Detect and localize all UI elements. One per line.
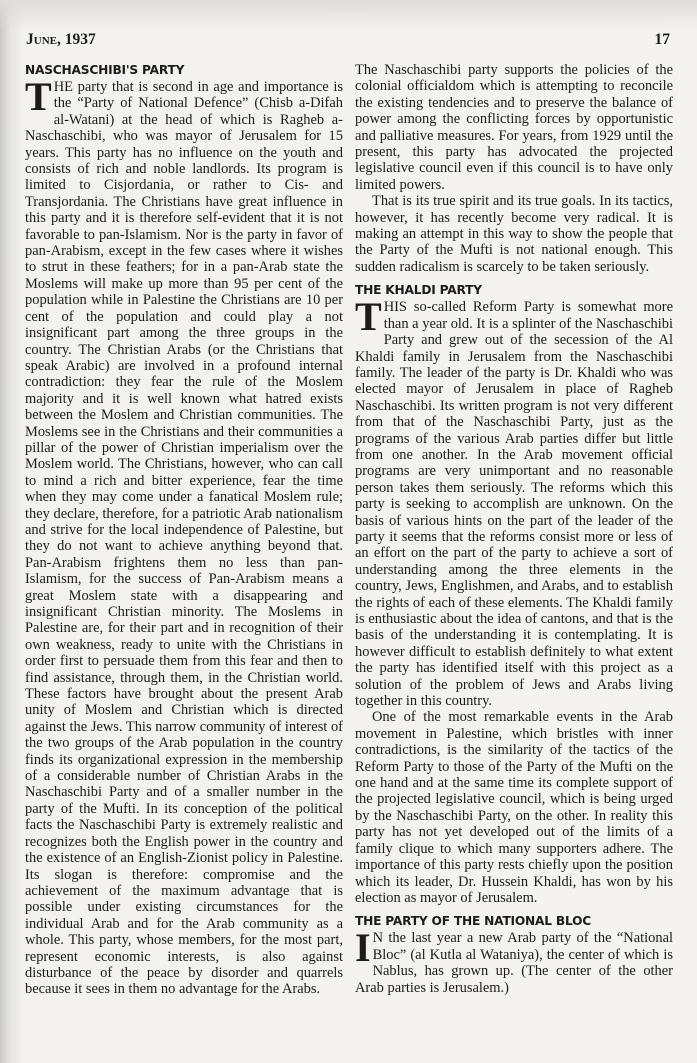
section-heading-national-bloc: THE PARTY OF THE NATIONAL BLOC	[355, 914, 592, 929]
paragraph-text: HE party that is second in age and importance is the “Party of National Defence” (Chisb a-Difah al-Watani) at the head of which is Ragheb a-Naschaschibi, who was mayor of Jerusalem for 15 years. This party has no influence on the youth and consists of rich and noble landlords. Its program is limited to Cisjordania, or rather to Cis- and Transjordania. The Christians have great influence in this party and it is therefore self-evident that it is not favorable to pan-Islamism. Nor is the party in favor of pan-Arabism, except in the few cases where it wishes to strut in these feathers; for in a pan-Arab state the Moslems will make up more than 95 per cent of the population while in Palestine the Christians are 10 per cent of the population and could play a not insignificant part among the three groups in the country. The Christian Arabs (or the Christians that speak Arabic) are involved in a profound internal contradiction: they fear the rule of the Moslem majority and it is well known what hatred exists between the Moslem and Christian communities. The Moslems see in the Christians and their communities a pillar of the power of Christian imperialism over the Moslem world. The Christians, however, who can call to mind a rich and bitter experience, fear the time when they may come under a fanatical Moslem rule; they declare, therefore, for a patriotic Arab nationalism and strive for the local independence of Palestine, but they do not want to achieve anything beyond that. Pan-Arabism frightens them no less than pan-Islamism, for the success of Pan-Arabism means a great Moslem state with a disappearing and insignificant Christian minority. The Moslems in Palestine are, for their part and in recognition of their own weakness, ready to unite with the Christians in order first to persuade them from this fear and then to find assistance, through them, in the Christian world. These factors have brought about the present Arab unity of Moslem and Christian which is directed against the Jews. This narrow community of interest of the two groups of the Arab population in the country finds its organizational expression in the membership of a considerable number of Christian Arabs in the Naschaschibi Party and of a smaller number in the party of the Mufti. In its conception of the political facts the Naschaschibi Party is extremely realistic and recognizes both the English power in the country and the existence of an English-Zionist policy in Palestine. Its slogan is therefore: compromise and the achievement of the maximum advantage that is possible under existing circumstances for the individual Arab and for the Arab community as a whole. This party, whose members, for the most part, represent economic interests, is also against disturbance of the peace by disorder and quarrels because it sees in them no advantage for the Arabs.	[25, 79, 343, 998]
paragraph: One of the most remarkable events in the Arab movement in Palestine, which bristles with inner contradictions, is the similarity of the tactics of the Reform Party to those of the Party of the Mufti on the one hand and at the same time its complete support of the projected legislative council, which is being urged by the Naschaschibi Party, on the other. In reality this party has not yet developed out of the limits of a family clique to which many supporters adhere. The importance of this party rests chiefly upon the position which its leader, Dr. Hussein Khaldi, has won by his election as mayor of Jerusalem.	[355, 709, 673, 906]
drop-cap: T	[25, 74, 52, 119]
right-column	[355, 62, 673, 996]
paragraph	[355, 294, 673, 710]
paragraph-text: HIS so-called Reform Party is somewhat more than a year old. It is a splinter of the Naschaschibi Party and grew out of the secession of the Al Khaldi family in Jerusalem from the Naschaschibi family. The leader of the party is Dr. Khaldi who was elected mayor of Jerusalem in place of Ragheb Naschaschibi. Its written program is not very different from that of the Naschaschibi Party, just as the programs of the various Arab parties differ but little from one another. In the Arab movement official programs are very unimportant and no reasonable person takes them seriously. The reforms which this party is seeking to accomplish are unknown. On the basis of various hints on the part of the leader of the party it seems that the reforms consist more or less of an effort on the part of the party to achieve a sort of understanding among the three elements in the country, Jews, Englishmen, and Arabs, and to establish the rights of each of these elements. The Khaldi family is enthusiastic about the idea of cantons, and that is the basis of the understanding it is contemplating. It is however difficult to establish definitely to what extent the party has identified itself with this project as a solution of the problem of Jews and Arabs living together in this country.	[355, 299, 673, 710]
issue-year: , 1937	[56, 31, 96, 48]
section-heading-khaldi: THE KHALDI PARTY	[355, 283, 482, 298]
running-head	[26, 31, 670, 51]
issue-date	[26, 31, 96, 49]
paragraph: That is its true spirit and its true goals. In its tactics, however, it has recently become very radical. It is making an attempt in this way to show the people that the Party of the Mufti is not national enough. This sudden radicalism is scarcely to be taken seriously.	[355, 193, 673, 275]
section-heading-naschaschibi: NASCHASCHIBI'S PARTY	[25, 63, 185, 77]
paragraph: The Naschaschibi party supports the policies of the colonial officialdom which is attempting to reconcile the existing tendencies and to preserve the balance of power among the conflicting forces by opportunistic and palliative measures. For years, from 1929 until the present, this party has advocated the projected legislative council even if this council is to have only limited powers.	[355, 62, 673, 193]
drop-cap: T	[355, 294, 382, 340]
page-number: 17	[654, 31, 670, 48]
drop-cap: I	[355, 925, 371, 971]
left-column	[25, 62, 343, 998]
paragraph-text: N the last year a new Arab party of the “National Bloc” (al Kutla al Wataniya), the center of which is Nablus, has grown up. (The center of the other Arab parties is Jerusalem.)	[355, 930, 673, 996]
issue-month: June	[26, 31, 57, 48]
paragraph	[25, 74, 343, 998]
paragraph	[355, 925, 673, 996]
